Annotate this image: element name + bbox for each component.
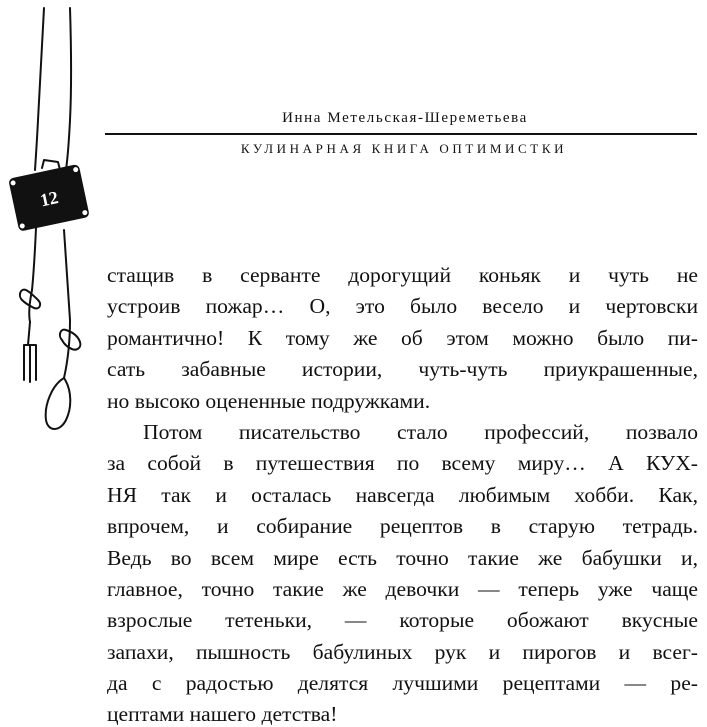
body-text	[107, 260, 698, 727]
text-line: запахи, пышность бабулиных рук и пирогов и всег-	[107, 639, 698, 664]
text-line: романтично! К тому же об этом можно было пи-	[107, 325, 698, 350]
text-line: да с радостью делятся лучшими рецептами — ре-	[107, 671, 698, 696]
text-line: сать забавные истории, чуть-чуть приукрашенные,	[107, 357, 698, 382]
text-line: но высоко оцененные подружками.	[107, 388, 431, 413]
text-line: Потом писательство стало профессий, позвало	[143, 419, 698, 444]
text-line: впрочем, и собирание рецептов в старую тетрадь.	[107, 514, 698, 539]
text-line: Ведь во всем мире есть точно такие же бабушки и,	[107, 545, 698, 570]
header-book-title: КУЛИНАРНАЯ КНИГА ОПТИМИСТКИ	[240, 141, 568, 156]
page-number: 12	[38, 187, 61, 211]
text-line: стащив в серванте дорогущий коньяк и чуть не	[107, 263, 698, 287]
text-line: устроив пожар… О, это было весело и чертовски	[107, 294, 698, 319]
hanging-suitcase-fork-spoon-icon	[0, 0, 110, 460]
running-header	[105, 108, 697, 160]
header-author: Инна Метельская-Шереметьева	[282, 110, 528, 126]
header-rule	[105, 133, 697, 135]
text-line: за собой в путешествия по всему миру… А КУХ-	[107, 451, 698, 476]
text-line: взрослые тетеньки, — которые обожают вкусные	[107, 608, 698, 633]
paragraph-2	[107, 417, 698, 727]
text-line: НЯ так и осталась навсегда любимым хобби. Как,	[107, 482, 698, 507]
text-line: главное, точно такие же девочки — теперь уже чаще	[107, 576, 698, 601]
text-line: цептами нашего детства!	[107, 702, 338, 727]
paragraph-1	[107, 260, 698, 417]
